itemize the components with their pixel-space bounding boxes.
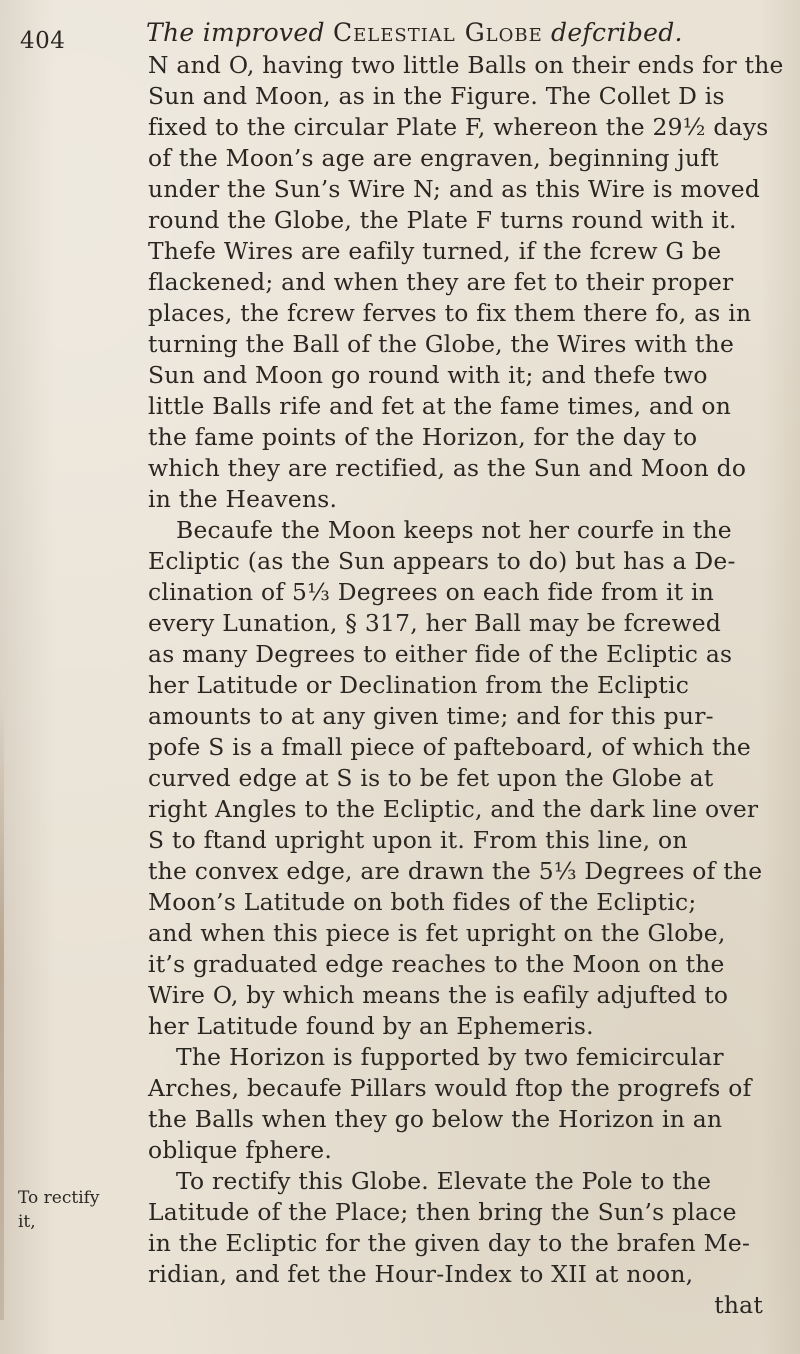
catchword: that — [714, 1291, 763, 1319]
text-line: it’s graduated edge reaches to the Moon on the — [148, 950, 725, 978]
text-line: the Balls when they go below the Horizon in an — [148, 1105, 723, 1133]
running-head-suffix: defcribed. — [551, 18, 683, 47]
text-line: in the Ecliptic for the given day to the brafen Me- — [148, 1229, 751, 1257]
text-line: the fame points of the Horizon, for the day to — [148, 423, 698, 451]
text-line: oblique fphere. — [148, 1136, 333, 1164]
text-line: under the Sun’s Wire N; and as this Wire is moved — [148, 175, 761, 203]
text-line: and when this piece is fet upright on the Globe, — [148, 919, 726, 947]
text-line: which they are rectified, as the Sun and Moon do — [148, 454, 747, 482]
margin-note-line: To rectify — [18, 1188, 100, 1208]
text-line: pofe S is a fmall piece of pafteboard, of which the — [148, 733, 752, 761]
margin-note-line: it, — [18, 1212, 36, 1232]
text-line: round the Globe, the Plate F turns round with it. — [148, 206, 737, 234]
text-line: Thefe Wires are eafily turned, if the fcrew G be — [148, 237, 722, 265]
running-head-title: Celestial Globe — [333, 18, 543, 47]
text-line: turning the Ball of the Globe, the Wires with the — [148, 330, 735, 358]
text-line: Moon’s Latitude on both fides of the Ecliptic; — [148, 888, 697, 916]
text-line: Sun and Moon go round with it; and thefe two — [148, 361, 708, 389]
text-line: Arches, becaufe Pillars would ftop the progrefs of — [148, 1074, 752, 1102]
text-line: in the Heavens. — [148, 485, 338, 513]
body-text — [148, 50, 784, 1321]
text-line: places, the fcrew ferves to fix them there fo, as in — [148, 299, 752, 327]
running-head-prefix: The improved — [146, 18, 325, 47]
page-number: 404 — [20, 28, 66, 54]
margin-note — [18, 1186, 100, 1234]
text-line: fixed to the circular Plate F, whereon the 29½ days — [148, 113, 769, 141]
text-line: her Latitude or Declination from the Ecliptic — [148, 671, 690, 699]
text-line: of the Moon’s age are engraven, beginning juft — [148, 144, 719, 172]
text-line: the convex edge, are drawn the 5⅓ Degrees of the — [148, 857, 763, 885]
text-line: Becaufe the Moon keeps not her courfe in the — [176, 516, 732, 544]
text-line: Ecliptic (as the Sun appears to do) but has a De- — [148, 547, 736, 575]
text-line: curved edge at S is to be fet upon the Globe at — [148, 764, 714, 792]
text-line: N and O, having two little Balls on their ends for the — [148, 51, 784, 79]
text-line: Latitude of the Place; then bring the Sun’s place — [148, 1198, 737, 1226]
text-line: The Horizon is fupported by two femicircular — [176, 1043, 724, 1071]
text-line: flackened; and when they are fet to their proper — [148, 268, 734, 296]
text-line: Wire O, by which means the is eafily adjufted to — [148, 981, 729, 1009]
text-line: Sun and Moon, as in the Figure. The Collet D is — [148, 82, 725, 110]
running-head — [146, 18, 683, 47]
page-edge-stain — [0, 700, 4, 1320]
text-line: clination of 5⅓ Degrees on each fide from it in — [148, 578, 715, 606]
text-line: S to ftand upright upon it. From this line, on — [148, 826, 688, 854]
text-line: amounts to at any given time; and for this pur- — [148, 702, 714, 730]
text-line: her Latitude found by an Ephemeris. — [148, 1012, 594, 1040]
text-line: ridian, and fet the Hour-Index to XII at noon, — [148, 1260, 694, 1288]
text-line: To rectify this Globe. Elevate the Pole to the — [176, 1167, 712, 1195]
text-line: as many Degrees to either fide of the Ecliptic as — [148, 640, 733, 668]
text-line: every Lunation, § 317, her Ball may be fcrewed — [148, 609, 722, 637]
text-line: little Balls rife and fet at the fame times, and on — [148, 392, 732, 420]
text-line: right Angles to the Ecliptic, and the dark line over — [148, 795, 759, 823]
